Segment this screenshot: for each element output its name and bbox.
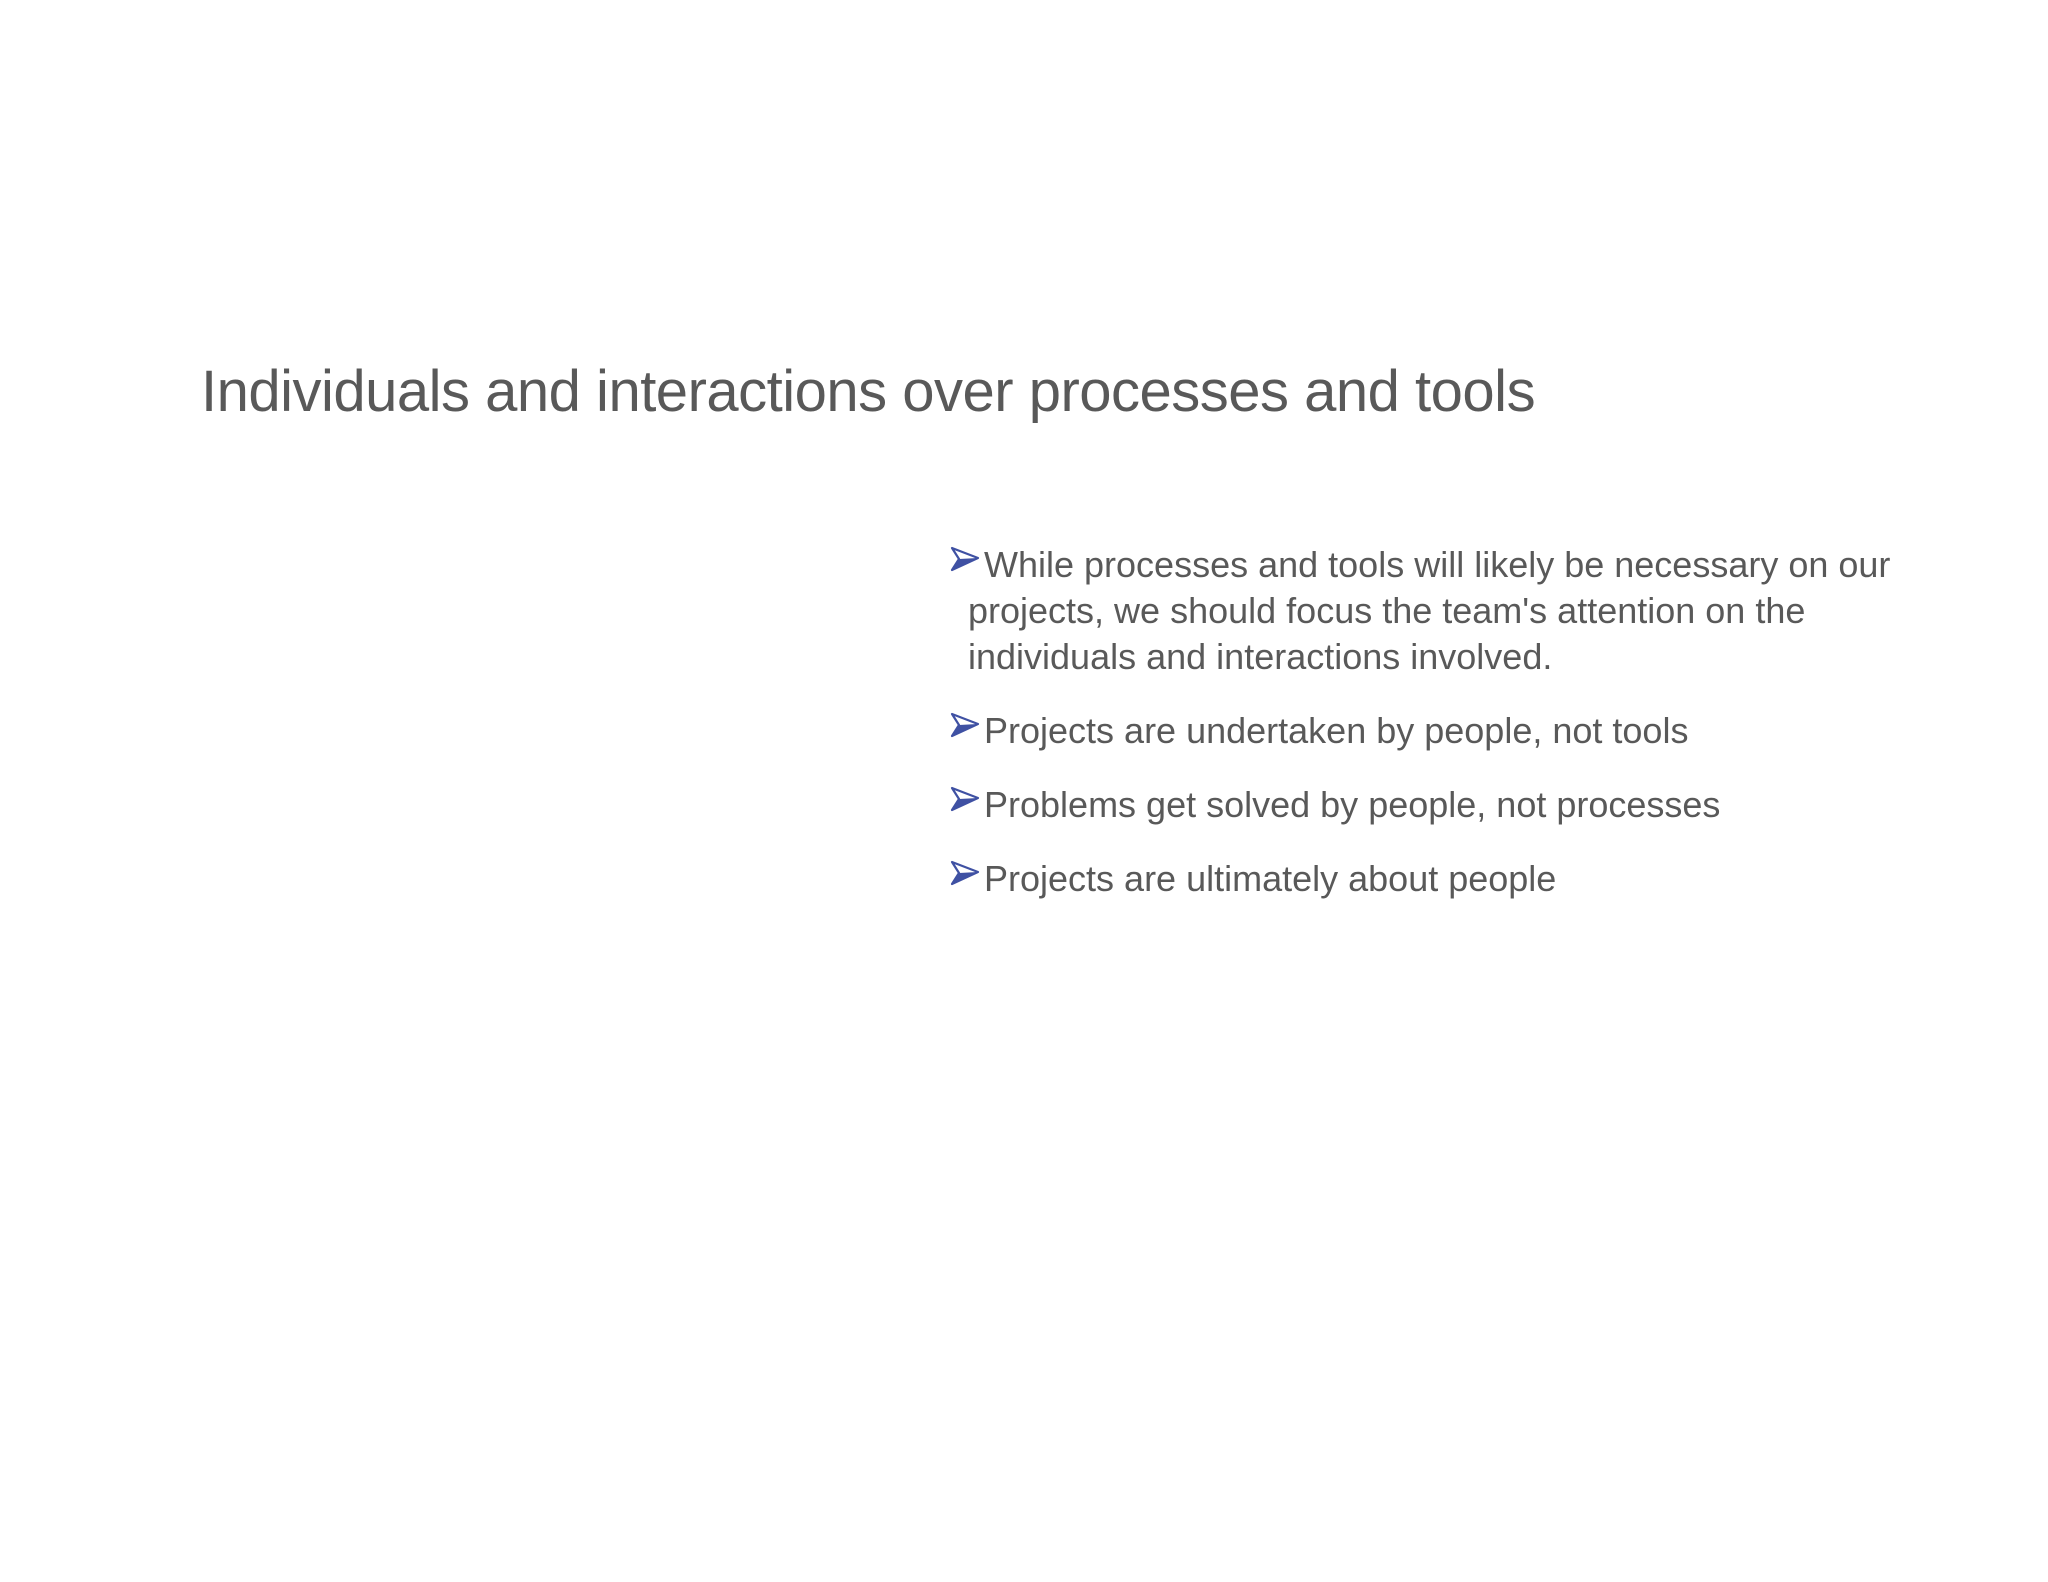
arrow-bullet-icon [950, 710, 980, 740]
slide-title: Individuals and interactions over processes and tools [201, 359, 1536, 424]
list-item [950, 782, 1910, 828]
list-item [950, 708, 1910, 754]
list-item [950, 856, 1910, 902]
arrow-bullet-icon [950, 784, 980, 814]
bullet-text: Projects are undertaken by people, not tools [984, 710, 1689, 751]
bullet-text: While processes and tools will likely be necessary on our projects, we should focus the team's attention on the individuals and interactions involved. [968, 544, 1891, 677]
bullet-list [950, 542, 1910, 930]
arrow-bullet-icon [950, 544, 980, 574]
list-item [950, 542, 1910, 680]
bullet-text: Projects are ultimately about people [984, 858, 1557, 899]
arrow-bullet-icon [950, 858, 980, 888]
bullet-text: Problems get solved by people, not processes [984, 784, 1721, 825]
